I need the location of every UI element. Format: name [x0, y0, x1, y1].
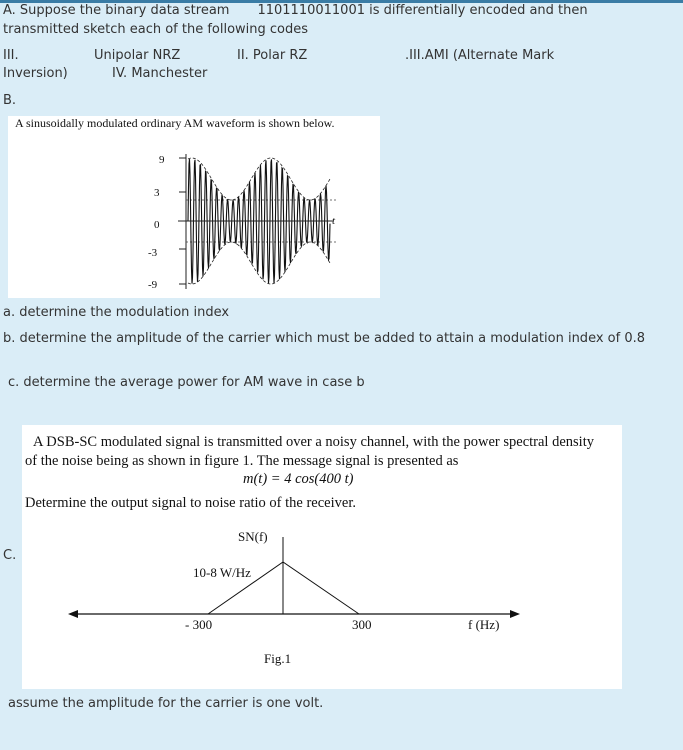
freq-label-neg300: - 300 [185, 617, 213, 632]
tick-label-3: 3 [154, 187, 160, 199]
tick-label-9: 9 [159, 154, 165, 166]
question-b-part-b: b. determine the amplitude of the carrier which must be added to attain a modulation index of 0.8 [3, 331, 645, 346]
bit-stream: 1101110011001 [257, 3, 365, 18]
freq-axis-label: f (Hz) [468, 617, 500, 632]
carrier-assumption: assume the amplitude for the carrier is one volt. [8, 696, 324, 711]
question-a-line2: transmitted sketch each of the following codes [3, 22, 309, 37]
am-waveform-plot [8, 116, 380, 298]
psd-label: SN(f) [238, 529, 268, 544]
code-item-iii: III. [3, 48, 19, 63]
question-a-prefix: A. Suppose the binary data stream [3, 3, 230, 18]
noise-psd-plot [22, 425, 622, 689]
tick-label-neg3: -3 [148, 247, 158, 259]
axis-arrow-right [510, 610, 520, 618]
dsb-text-line1: A DSB-SC modulated signal is transmitted over a noisy channel, with the power spectral density [33, 434, 594, 450]
question-b-label: B. [3, 93, 17, 108]
question-a-suffix: is differentially encoded and then [369, 3, 588, 18]
time-axis-label: t [332, 215, 336, 227]
question-a-line1 [3, 3, 588, 18]
question-b-part-a: a. determine the modulation index [3, 305, 230, 320]
dsb-determine-text: Determine the output signal to noise ratio of the receiver. [25, 495, 356, 511]
code-polar-rz: II. Polar RZ [237, 48, 308, 63]
dsb-text-line2: of the noise being as shown in figure 1. The message signal is presented as [25, 453, 459, 469]
question-b-part-c: c. determine the average power for AM wave in case b [8, 375, 365, 390]
code-ami: .III.AMI (Alternate Mark [405, 48, 555, 63]
dsb-sc-figure [22, 425, 622, 689]
message-equation: m(t) = 4 cos(400 t) [243, 471, 354, 487]
code-inversion: Inversion) [3, 66, 68, 81]
code-unipolar-nrz: Unipolar NRZ [94, 48, 181, 63]
axis-arrow-left [68, 610, 78, 618]
psd-peak-label: 10-8 W/Hz [193, 565, 251, 580]
question-c-label: C. [3, 548, 17, 563]
code-manchester: IV. Manchester [112, 66, 208, 81]
am-figure-caption: A sinusoidally modulated ordinary AM waveform is shown below. [15, 116, 335, 130]
freq-label-300: 300 [352, 617, 372, 632]
am-waveform-figure [8, 116, 380, 298]
tick-label-neg9: -9 [148, 279, 158, 291]
tick-label-0: 0 [154, 219, 160, 231]
figure-caption: Fig.1 [264, 651, 292, 666]
